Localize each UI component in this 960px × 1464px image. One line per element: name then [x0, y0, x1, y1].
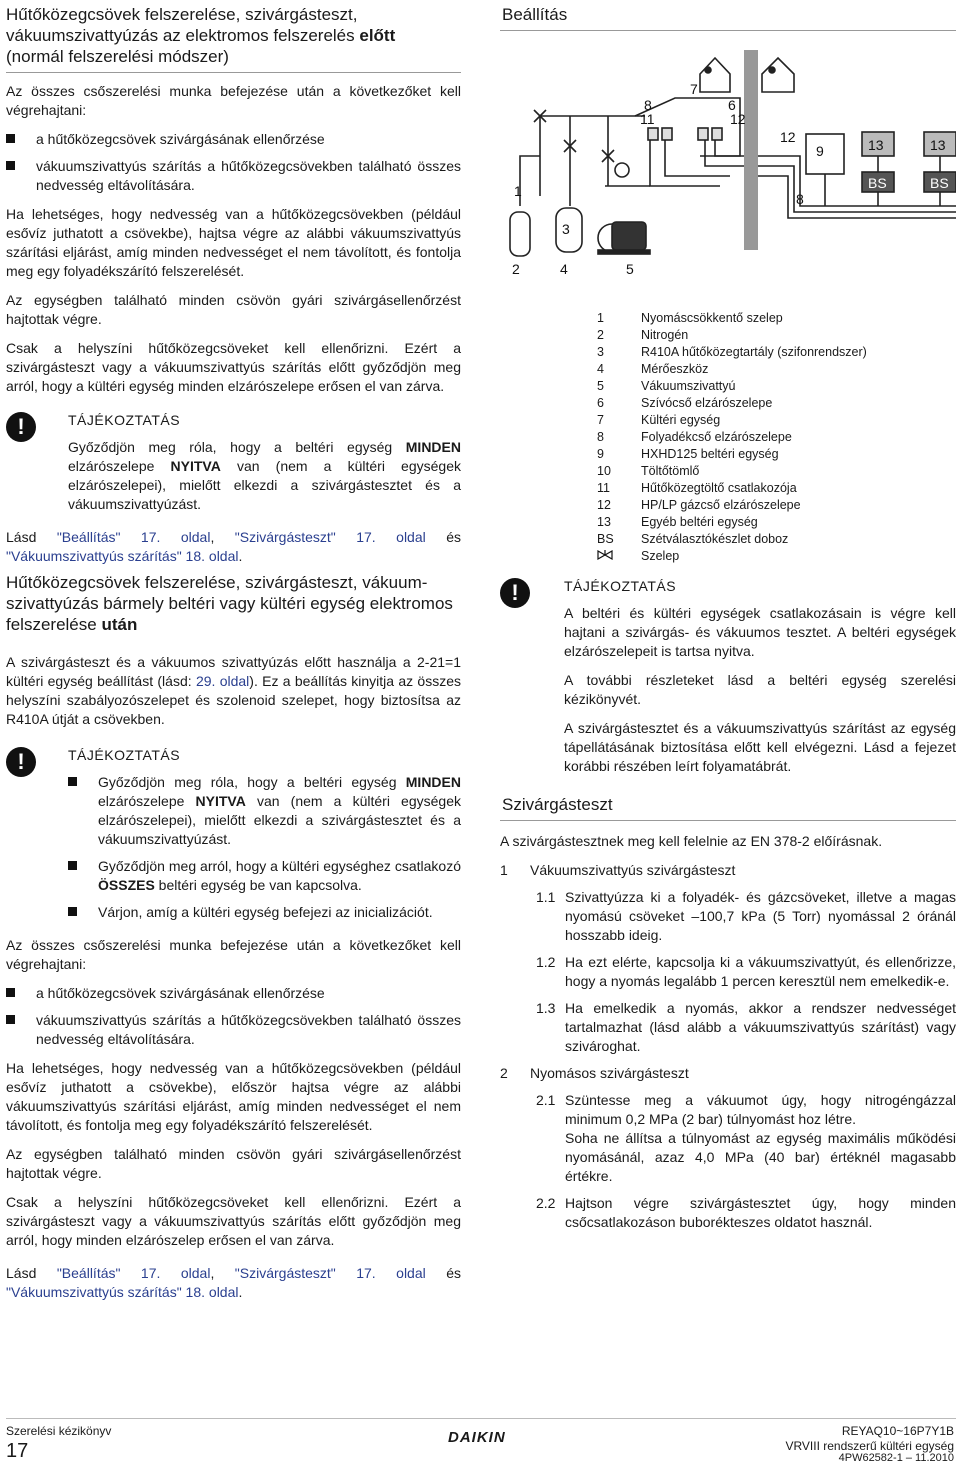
house-icon — [700, 58, 730, 92]
paragraph: Az egységben található minden csövön gyári szivárgásellenőrzést hajtottak végre. — [6, 292, 461, 327]
leak-test-body — [500, 832, 956, 1240]
legend-item: 12 HP/LP gázcső elzárószelepe — [597, 498, 801, 512]
legend-item: 13 Egyéb beltéri egység — [597, 515, 758, 529]
step-heading: 1 Vákuumszivattyús szivárgásteszt — [500, 862, 736, 878]
diagram-legend — [597, 310, 957, 565]
left-body-2 — [6, 572, 461, 1312]
legend-item: 9 HXHD125 beltéri egység — [597, 447, 779, 461]
note-title: TÁJÉKOZTATÁS — [564, 578, 677, 594]
bullet-item: Győződjön meg arról, hogy a kültéri egységhez csatlakozó ÖSSZES beltéri egység be van kapcsolva. — [68, 857, 461, 895]
diagram-label: 12 — [730, 111, 746, 127]
paragraph: Csak a helyszíni hűtőközegcsöveket kell ellenőrizni. Ezért a szivárgásteszt vagy a vákuumszivattyús szárítás előtt győződjön meg arról, hogy a kültéri egység minden elzárószelepe erősen el van zárva. — [6, 340, 461, 394]
link-vacuum-drying[interactable]: "Vákuumszivattyús szárítás" 18. oldal — [6, 1284, 239, 1300]
link-leak-test[interactable]: "Szivárgásteszt" 17. oldal — [234, 1265, 426, 1281]
footer-manual: Szerelési kézikönyv — [6, 1424, 112, 1438]
diagram-label: 7 — [690, 81, 698, 97]
link-page-29[interactable]: 29. oldal — [195, 673, 250, 689]
warning-icon: ! — [500, 578, 530, 608]
link-vacuum-drying[interactable]: "Vákuumszivattyús szárítás" 18. oldal — [6, 548, 239, 564]
cross-reference: Lásd "Beállítás" 17. oldal, "Szivárgásteszt" 17. oldal és "Vákuumszivattyús szárítás" 18. oldal. — [6, 529, 461, 564]
cross-reference: Lásd "Beállítás" 17. oldal, "Szivárgásteszt" 17. oldal és "Vákuumszivattyús szárítás" 18. oldal. — [6, 1265, 461, 1300]
link-setup[interactable]: "Beállítás" 17. oldal — [56, 1265, 211, 1281]
note-text: A további részleteket lásd a beltéri egység szerelési kézikönyvét. — [564, 672, 956, 707]
step-item: 1.2 Ha ezt elérte, kapcsolja ki a vákuumszivattyút, és ellenőrizze, hogy a nyomás legalább 1 percen keresztül nem emelkedik-e. — [536, 954, 956, 989]
paragraph: A szivárgásteszt és a vákuumos szivattyúzás előtt használja a 2-21=1 kültéri egység beállítást (lásd: 29. oldal). Ez a beállítás kinyitja az összes helyszíni szabályozószelepet és szolenoid szelepet, hogy biztosítsa az R410A útját a csövekben. — [6, 654, 462, 727]
paragraph: Az összes csőszerelési munka befejezése után a következőket kell végrehajtani: — [6, 937, 461, 972]
step-heading: 2 Nyomásos szivárgásteszt — [500, 1065, 689, 1081]
legend-item: Szelep — [597, 548, 957, 565]
diagram-label: 8 — [644, 97, 652, 113]
bullet-item: vákuumszivattyús szárítás a hűtőközegcsövekben található összes nedvesség eltávolítására. — [6, 1011, 461, 1049]
diagram-label: 8 — [796, 191, 804, 207]
section-title-before: Hűtőközegcsövek felszerelése, szivárgásteszt, vákuumszivattyúzás az elektromos felszerelés előtt (normál felszerelési módszer) — [6, 5, 396, 66]
bullet-item: a hűtőközegcsövek szivárgásának ellenőrzése — [6, 984, 461, 1003]
paragraph: Ha lehetséges, hogy nedvesség van a hűtőközegcsövekben (például esővíz juthatott a csövekbe), először hajtsa végre az alábbi vákuumszivattyús szárítási eljárást, amíg minden nedvességet el nem távolított, és fontolja meg egy folyadékszárító felszerelését. — [6, 1060, 461, 1133]
divider — [6, 72, 461, 73]
note-text: Győződjön meg róla, hogy a beltéri egység MINDEN elzárószelepe NYITVA van (nem a kültéri egységek elzárószelepei), mielőtt elkezdi a szivárgástesztet és a vákuumszivattyúzást. — [68, 439, 461, 512]
note-title: TÁJÉKOZTATÁS — [68, 412, 181, 428]
legend-item: 11 Hűtőközegtöltő csatlakozója — [597, 481, 797, 495]
diagram-label: 4 — [560, 261, 568, 277]
bullet-item: Győződjön meg róla, hogy a beltéri egység MINDEN elzárószelepe NYITVA van (nem a kültéri egységek elzárószelepei), mielőtt elkezdi a szivárgástesztet és a vákuumszivattyúzást. — [68, 773, 461, 849]
warning-icon: ! — [6, 747, 36, 777]
bullet-item: a hűtőközegcsövek szivárgásának ellenőrzése — [6, 130, 461, 149]
house-icon — [762, 58, 794, 92]
paragraph: A szivárgástesztnek meg kell felelnie az EN 378-2 előírásnak. — [500, 833, 883, 849]
footer-doc: 4PW62582-1 – 11.2010 — [838, 1452, 954, 1464]
link-setup[interactable]: "Beállítás" 17. oldal — [56, 529, 211, 545]
legend-item: 4 Mérőeszköz — [597, 362, 709, 376]
footer-series: VRVIII rendszerű kültéri egység — [785, 1439, 954, 1453]
diagram-label: 1 — [514, 183, 522, 199]
left-column — [6, 0, 461, 67]
diagram-label: 5 — [626, 261, 634, 277]
diagram-label: 6 — [728, 97, 736, 113]
paragraph: Ha lehetséges, hogy nedvesség van a hűtőközegcsövekben (például esővíz juthatott a csövekbe), hajtsa végre az alábbi vákuumszivattyús szárítási eljárást, amíg minden nedvességet el nem távolított, és fontolja meg egy folyadékszárító felszerelését. — [6, 206, 461, 279]
legend-item: 5 Vákuumszivattyú — [597, 379, 736, 393]
bullet-item: Várjon, amíg a kültéri egység befejezi az inicializációt. — [68, 903, 461, 922]
legend-item: 8 Folyadékcső elzárószelepe — [597, 430, 792, 444]
link-leak-test[interactable]: "Szivárgásteszt" 17. oldal — [234, 529, 426, 545]
legend-item: 2 Nitrogén — [597, 328, 689, 342]
diagram-label: 13 — [868, 137, 884, 153]
left-body-1 — [6, 82, 461, 576]
note-text: A szivárgástesztet és a vákuumszivattyús szárítást az egység tápellátásának biztosítása előtt kell elvégezni. Lásd a fejezet korábbi részében leírt folyamatábrát. — [564, 720, 956, 774]
diagram-label: 11 — [640, 111, 655, 127]
diagram-label: BS — [868, 175, 887, 191]
setup-title: Beállítás — [502, 5, 568, 24]
divider — [500, 820, 956, 821]
note-text: A beltéri és kültéri egységek csatlakozásain is végre kell hajtani a szivárgás- és vákuumos tesztet. A beltéri egységek elzárószelepeit is tartsa nyitva. — [564, 605, 956, 659]
legend-item: 7 Kültéri egység — [597, 413, 721, 427]
legend-item: 1 Nyomáscsökkentő szelep — [597, 311, 783, 325]
legend-item: 10 Töltőtömlő — [597, 464, 700, 478]
diagram-label: 12 — [780, 129, 796, 145]
legend-item: 6 Szívócső elzárószelepe — [597, 396, 773, 410]
right-body — [500, 578, 956, 790]
diagram-label: 9 — [816, 143, 824, 159]
legend-item: BS Szétválasztókészlet doboz — [597, 532, 789, 546]
step-item: 1.3 Ha emelkedik a nyomás, akkor a rendszer nedvességet tartalmazhat (lásd alább a vákuumszivattyús szárítást) vagy szivároghat. — [536, 1000, 956, 1054]
leak-test-title: Szivárgásteszt — [502, 795, 613, 814]
wall — [744, 50, 758, 250]
diagram-label: 13 — [930, 137, 946, 153]
info-note — [6, 747, 461, 922]
daikin-logo: DAIKIN — [448, 1429, 506, 1446]
info-note — [6, 412, 461, 514]
diagram-label: 3 — [562, 221, 570, 237]
note-title: TÁJÉKOZTATÁS — [68, 747, 181, 763]
valve-icon — [597, 550, 613, 560]
warning-icon: ! — [6, 412, 36, 442]
footer-model: REYAQ10~16P7Y1B — [841, 1424, 954, 1438]
step-item: 2.1 Szüntesse meg a vákuumot úgy, hogy nitrogéngázzal minimum 0,2 MPa (2 bar) túlnyomást hoz létre. Soha ne állítsa a túlnyomást az egység maximális működési nyomásánál, azaz 4,0 MPa (40 bar) értéknél magasabb értékre. — [536, 1092, 956, 1184]
divider — [500, 30, 956, 31]
setup-diagram — [500, 36, 956, 286]
diagram-label: BS — [930, 175, 949, 191]
step-item: 2.2 Hajtson végre szivárgástesztet úgy, hogy minden csőcsatlakozáson buborékteszes oldatot használ. — [536, 1195, 956, 1230]
paragraph: Az összes csőszerelési munka befejezése után a következőket kell végrehajtani: — [6, 83, 461, 118]
section-title-after: Hűtőközegcsövek felszerelése, szivárgásteszt, vákuum- szivattyúzás bármely beltéri vagy kültéri egység elektromos felszerelése után — [6, 573, 453, 634]
diagram-label: 2 — [512, 261, 520, 277]
step-item: 1.1 Szivattyúzza ki a folyadék- és gázcsöveket, illetve a magas nyomású csöveket –100,7 kPa (5 Torr) nyomással 2 óránál hosszabb ideig. — [536, 889, 956, 943]
page-number: 17 — [6, 1440, 29, 1462]
paragraph: Csak a helyszíni hűtőközegcsöveket kell ellenőrizni. Ezért a szivárgásteszt vagy a vákuumszivattyús szárítás előtt győződjön meg arról, hogy minden elzárószelep erősen el van zárva. — [6, 1194, 461, 1248]
footer-divider — [6, 1418, 956, 1419]
paragraph: Az egységben található minden csövön gyári szivárgásellenőrzést hajtottak végre. — [6, 1146, 461, 1181]
bullet-item: vákuumszivattyús szárítás a hűtőközegcsövekben található összes nedvesség eltávolítására. — [6, 157, 461, 195]
info-note — [500, 578, 956, 776]
legend-item: 3 R410A hűtőközegtartály (szifonrendszer) — [597, 345, 867, 359]
